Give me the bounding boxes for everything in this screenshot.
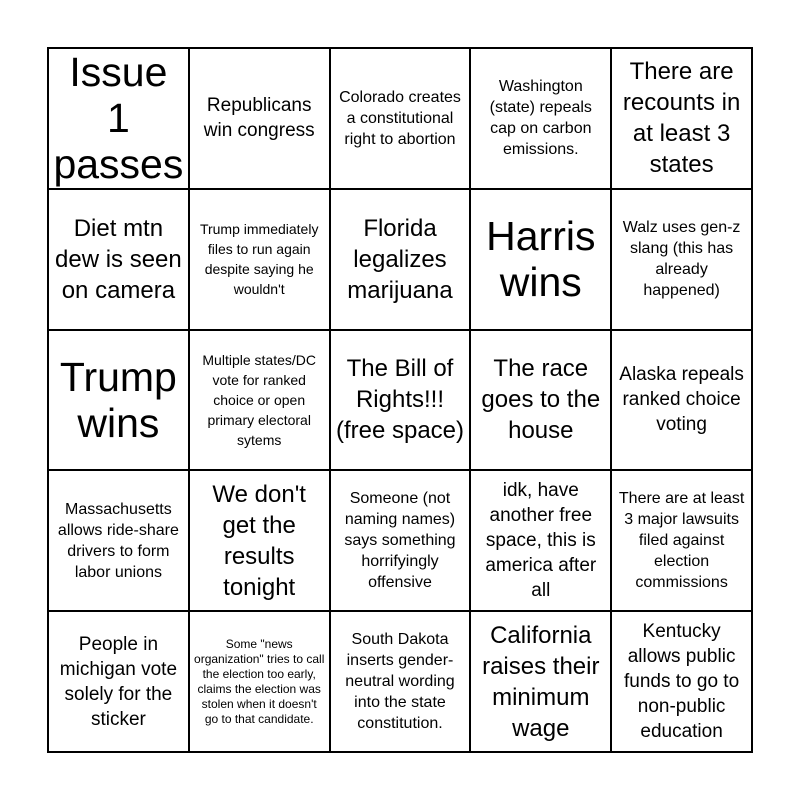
bingo-cell-text: Colorado creates a constitutional right to abortion bbox=[339, 88, 461, 148]
bingo-cell-r3-c1[interactable] bbox=[49, 331, 190, 472]
bingo-cell-r5-c5[interactable] bbox=[612, 612, 753, 753]
bingo-cell-text: Alaska repeals ranked choice voting bbox=[619, 364, 744, 436]
bingo-cell-r4-c2[interactable] bbox=[190, 471, 331, 612]
bingo-cell-text: Trump immediately files to run again despite saying he wouldn't bbox=[199, 221, 319, 298]
bingo-cell-r2-c5[interactable] bbox=[612, 190, 753, 331]
bingo-cell-text: Republicans win congress bbox=[203, 95, 315, 142]
bingo-cell-text: South Dakota inserts gender-neutral wording into the state constitution. bbox=[345, 631, 455, 733]
bingo-cell-r1-c4[interactable] bbox=[471, 49, 612, 190]
bingo-cell-text: Trump wins bbox=[59, 353, 177, 446]
bingo-cell-text: People in michigan vote solely for the sticker bbox=[59, 633, 178, 730]
bingo-cell-text: California raises their minimum wage bbox=[482, 621, 600, 742]
bingo-cell-r3-c3-free-space[interactable] bbox=[331, 331, 472, 472]
bingo-board bbox=[47, 47, 753, 753]
bingo-cell-text: Harris wins bbox=[486, 213, 596, 306]
bingo-cell-r1-c5[interactable] bbox=[612, 49, 753, 190]
bingo-cell-r1-c2[interactable] bbox=[190, 49, 331, 190]
bingo-cell-text: There are at least 3 major lawsuits filed against election commissions bbox=[618, 490, 745, 592]
bingo-cell-text: Walz uses gen-z slang (this has already happened) bbox=[622, 219, 741, 300]
bingo-cell-text: The Bill of Rights!!! (free space) bbox=[335, 355, 465, 445]
bingo-cell-r1-c3[interactable] bbox=[331, 49, 472, 190]
bingo-cell-text: Florida legalizes marijuana bbox=[347, 214, 453, 304]
bingo-cell-text: There are recounts in at least 3 states bbox=[622, 58, 741, 179]
bingo-cell-r2-c4[interactable] bbox=[471, 190, 612, 331]
bingo-cell-text: Washington (state) repeals cap on carbon emissions. bbox=[489, 78, 592, 159]
bingo-cell-r4-c3[interactable] bbox=[331, 471, 472, 612]
bingo-cell-r4-c1[interactable] bbox=[49, 471, 190, 612]
bingo-cell-text: Someone (not naming names) says something horrifyingly offensive bbox=[344, 490, 456, 592]
bingo-cell-r2-c1[interactable] bbox=[49, 190, 190, 331]
bingo-cell-r5-c1[interactable] bbox=[49, 612, 190, 753]
bingo-cell-r3-c4[interactable] bbox=[471, 331, 612, 472]
bingo-cell-r2-c2[interactable] bbox=[190, 190, 331, 331]
bingo-cell-text: Multiple states/DC vote for ranked choice or open primary electoral sytems bbox=[202, 351, 316, 448]
bingo-cell-text: Issue 1 passes bbox=[53, 49, 184, 188]
bingo-cell-text: Diet mtn dew is seen on camera bbox=[55, 214, 182, 304]
bingo-cell-r5-c2[interactable] bbox=[190, 612, 331, 753]
bingo-cell-text: Kentucky allows public funds to go to non-public education bbox=[624, 621, 740, 743]
bingo-cell-text: Some "news organization" tries to call the election too early, claims the election was stolen when it doesn't go to that candidate. bbox=[194, 636, 325, 726]
bingo-cell-r2-c3[interactable] bbox=[331, 190, 472, 331]
bingo-cell-r4-c5[interactable] bbox=[612, 471, 753, 612]
bingo-cell-r5-c4[interactable] bbox=[471, 612, 612, 753]
bingo-cell-r5-c3[interactable] bbox=[331, 612, 472, 753]
bingo-cell-text: We don't get the results tonight bbox=[212, 480, 306, 601]
bingo-cell-r4-c4[interactable] bbox=[471, 471, 612, 612]
bingo-cell-r3-c5[interactable] bbox=[612, 331, 753, 472]
bingo-cell-text: idk, have another free space, this is america after all bbox=[485, 480, 597, 602]
bingo-cell-r1-c1[interactable] bbox=[49, 49, 190, 190]
bingo-cell-r3-c2[interactable] bbox=[190, 331, 331, 472]
bingo-cell-text: Massachusetts allows ride-share drivers to form labor unions bbox=[57, 500, 179, 581]
bingo-cell-text: The race goes to the house bbox=[481, 355, 601, 445]
